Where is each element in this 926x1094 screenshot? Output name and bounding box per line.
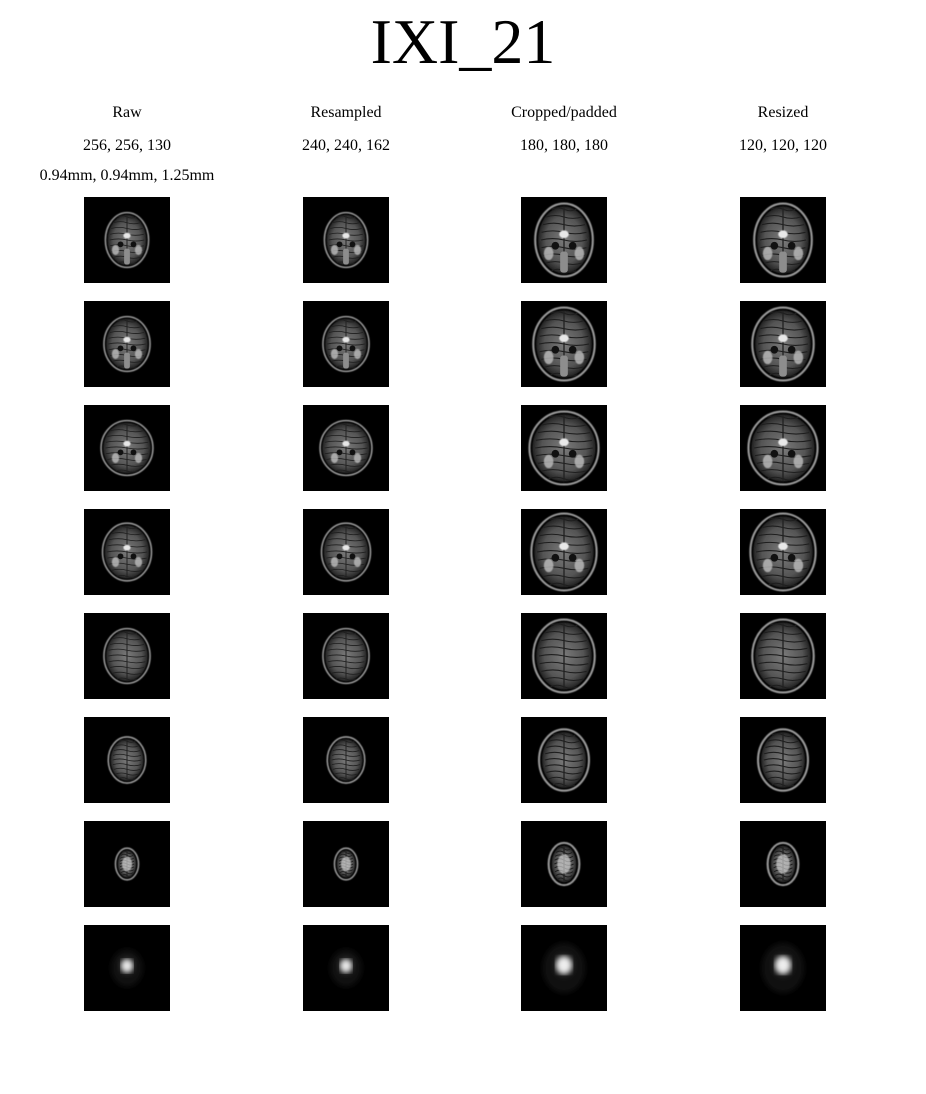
mri-slice-upper-cortex [521,613,607,699]
column-label: Resampled [310,104,382,121]
mri-slice-brainstem [303,301,389,387]
mri-slice-ventricles [84,509,170,595]
mri-slice-vertex [303,821,389,907]
mri-slice-upper-cortex [740,613,826,699]
mri-slice-brainstem [521,301,607,387]
mri-slice-skull-base [84,197,170,283]
mri-slice-temporal [740,405,826,491]
mri-slice-high-cortex [84,717,170,803]
mri-slice-top-edge [521,925,607,1011]
mri-slice-upper-cortex [303,613,389,699]
column-dimensions: 240, 240, 162 [302,137,390,154]
mri-slice-top-edge [740,925,826,1011]
column-label: Cropped/padded [511,104,617,121]
mri-slice-vertex [521,821,607,907]
mri-slice-temporal [84,405,170,491]
column-label: Resized [757,104,809,121]
mri-slice-brainstem [84,301,170,387]
mri-slice-skull-base [303,197,389,283]
mri-slice-high-cortex [740,717,826,803]
mri-slice-temporal [303,405,389,491]
column-dimensions: 180, 180, 180 [520,137,608,154]
mri-slice-upper-cortex [84,613,170,699]
mri-slice-ventricles [740,509,826,595]
column-dimensions: 256, 256, 130 [83,137,171,154]
mri-slice-top-edge [84,925,170,1011]
mri-slice-skull-base [740,197,826,283]
mri-slice-ventricles [521,509,607,595]
mri-slice-high-cortex [521,717,607,803]
mri-slice-vertex [84,821,170,907]
column-dimensions: 120, 120, 120 [739,137,827,154]
mri-slice-skull-base [521,197,607,283]
mri-slice-brainstem [740,301,826,387]
mri-slice-ventricles [303,509,389,595]
mri-slice-top-edge [303,925,389,1011]
page-title: IXI_21 [370,6,556,77]
mri-slice-high-cortex [303,717,389,803]
mri-slice-vertex [740,821,826,907]
mri-slice-temporal [521,405,607,491]
column-label: Raw [112,104,142,121]
column-voxel-spacing: 0.94mm, 0.94mm, 1.25mm [39,167,215,184]
